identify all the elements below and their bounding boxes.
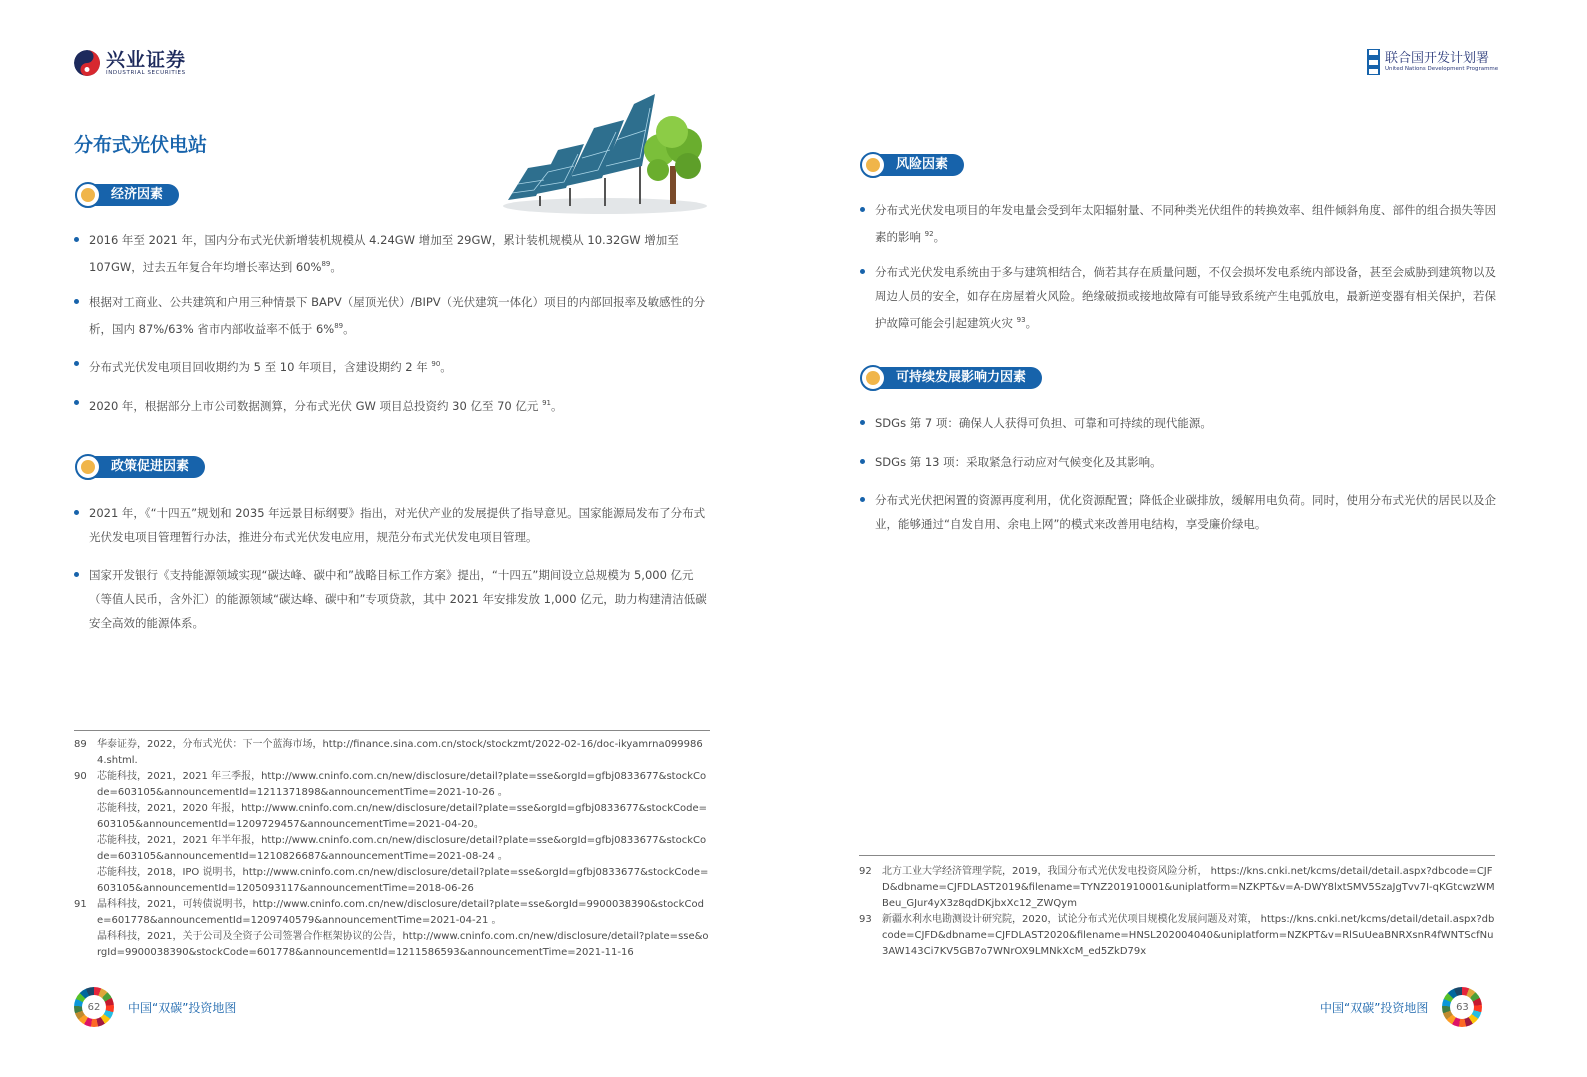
undp-cn: 联合国开发计划署 <box>1385 51 1490 66</box>
section-label: 政策促进因素 <box>87 456 205 478</box>
footnote: 90 芯能科技，2021，2021 年三季报，http://www.cninfo.com.cn/new/disclosure/detail?plate=sse&orgId=gfbj0833677&stockCode=603105&announcementId=1211371898&announcementTime=2021-10-26 。 <box>74 771 707 798</box>
section-sustainability <box>860 366 1042 390</box>
sdg-icon <box>860 365 886 391</box>
logo-mark-icon <box>74 50 100 76</box>
footnote-divider <box>859 855 1495 856</box>
footnote: 芯能科技，2018，IPO 说明书，http://www.cninfo.com.cn/new/disclosure/detail?plate=sse&orgId=gfbj0833677&stockCode=603105&announcementId=1205093117&announcementTime=2018-06-26 <box>97 867 709 894</box>
page-number: 63 <box>1450 995 1474 1019</box>
logo-en: INDUSTRIAL SECURITIES <box>106 70 186 76</box>
list-item: 根据对工商业、公共建筑和户用三种情景下 BAPV（屋顶光伏）/BIPV（光伏建筑一体化）项目的内部回报率及敏感性的分析，国内 87%/63% 省市内部收益率不低于 6%$^{89}$。 <box>74 290 710 341</box>
section-label: 经济因素 <box>87 184 179 206</box>
footnote: 89 华泰证券，2022，分布式光伏：下一个蓝海市场，http://finance.sina.com.cn/stock/stockzmt/2022-02-16/doc-ikyamrna0999864.shtml. <box>74 739 703 766</box>
logo-cn: 兴业证券 <box>106 49 187 71</box>
page-title: 分布式光伏电站 <box>74 134 208 156</box>
coins-icon <box>75 182 101 208</box>
list-item: 分布式光伏把闲置的资源再度利用，优化资源配置；降低企业碳排放，缓解用电负荷。同时，使用分布式光伏的居民以及企业，能够通过“自发自用、余电上网”的模式来改善用电结构，享受廉价绿电。 <box>860 488 1496 536</box>
footnote-divider <box>74 730 710 731</box>
footer-text: 中国“双碳”投资地图 <box>128 1000 237 1015</box>
section-economic <box>75 183 179 207</box>
list-item: SDGs 第 13 项：采取紧急行动应对气候变化及其影响。 <box>860 450 1496 474</box>
list-item: 国家开发银行《支持能源领域实现“碳达峰、碳中和”战略目标工作方案》提出，“十四五”期间设立总规模为 5,000 亿元（等值人民币，含外汇）的能源领域“碳达峰、碳中和”专项贷款，其中 2021 年安排发放 1,000 亿元，助力构建清洁低碳安全高效的能源体系。 <box>74 563 710 635</box>
footnote: 芯能科技，2021，2020 年报，http://www.cninfo.com.cn/new/disclosure/detail?plate=sse&orgId=gfbj0833677&stockCode=603105&announcementId=1209729457&announcementTime=2021-04-20。 <box>97 803 707 830</box>
footnote: 92 北方工业大学经济管理学院，2019，我国分布式光伏发电投资风险分析， https://kns.cnki.net/kcms/detail/detail.aspx?dbcode=CJFD&dbname=CJFDLAST2019&filename=TYNZ201910001&uniplatform=NZKPT&v=A-DWY8lxtSMV5SzaJgTvv7I-qKGtcwzWMBeu_GJur4yX3z8qdDKjbxXc12_ZWQym <box>859 866 1495 909</box>
scale-icon <box>75 454 101 480</box>
list-item: 分布式光伏发电系统由于多与建筑相结合，倘若其存在质量问题，不仅会损坏发电系统内部设备，甚至会威胁到建筑物以及周边人员的安全，如存在房屋着火风险。绝缘破损或接地故障有可能导致系统产生电弧放电，最新逆变器有相关保护，若保护故障可能会引起建筑火灾 $^{93}$。 <box>860 260 1496 335</box>
page-number: 62 <box>82 995 106 1019</box>
footnotes-left <box>74 737 710 961</box>
footnote: 91 晶科科技，2021，可转债说明书，http://www.cninfo.com.cn/new/disclosure/detail?plate=sse&orgId=9900038390&stockCode=601778&announcementId=1209740579&announcementTime=2021-04-21 。 <box>74 899 704 926</box>
list-item: 2020 年，根据部分上市公司数据测算，分布式光伏 GW 项目总投资约 30 亿至 70 亿元 $^{91}$。 <box>74 391 710 418</box>
list-item: 2016 年至 2021 年，国内分布式光伏新增装机规模从 4.24GW 增加至 29GW，累计装机规模从 10.32GW 增加至 107GW，过去五年复合年均增长率达到 60%$^{89}$。 <box>74 228 710 279</box>
footnote: 晶科科技，2021，关于公司及全资子公司签署合作框架协议的公告，http://www.cninfo.com.cn/new/disclosure/detail?plate=sse&orgId=9900038390&stockCode=601778&announcementId=1211586593&announcementTime=2021-11-16 <box>97 931 709 958</box>
list-item: SDGs 第 7 项：确保人人获得可负担、可靠和可持续的现代能源。 <box>860 411 1496 435</box>
section-risk <box>860 153 964 177</box>
section-policy <box>75 455 205 479</box>
list-item: 2021 年，《“十四五”规划和 2035 年远景目标纲要》指出，对光伏产业的发展提供了指导意见。国家能源局发布了分布式光伏发电项目管理暂行办法，推进分布式光伏发电应用，规范分布式光伏发电项目管理。 <box>74 501 710 549</box>
footnote: 芯能科技，2021，2021 年半年报，http://www.cninfo.com.cn/new/disclosure/detail?plate=sse&orgId=gfbj0833677&stockCode=603105&announcementId=1210826687&announcementTime=2021-08-24 。 <box>97 835 707 862</box>
sdg-wheel-icon <box>74 987 114 1027</box>
list-item: 分布式光伏发电项目的年发电量会受到年太阳辐射量、不同种类光伏组件的转换效率、组件倾斜角度、部件的组合损失等因素的影响 $^{92}$。 <box>860 198 1496 249</box>
section-label: 可持续发展影响力因素 <box>872 367 1042 389</box>
footnotes-right <box>859 864 1495 960</box>
footer-right <box>1320 987 1482 1027</box>
undp-mark-icon <box>1367 49 1380 75</box>
undp-logo <box>1367 48 1498 76</box>
section-label: 风险因素 <box>872 154 964 176</box>
warning-icon <box>860 152 886 178</box>
footnote: 93 新疆水利水电勘测设计研究院，2020，试论分布式光伏项目规模化发展问题及对策， https://kns.cnki.net/kcms/detail/detail.aspx?dbcode=CJFD&dbname=CJFDLAST2020&filename=HNSL202004040&uniplatform=NZKPT&v=RlSuUeaBNRXsnR4fWNTScfNu3AW143Ci7KV5GB7o7WNrOX9LMNkXcM_ed5ZkD79x <box>859 914 1495 957</box>
list-item: 分布式光伏发电项目回收期约为 5 至 10 年项目，含建设期约 2 年 $^{90}$。 <box>74 352 710 379</box>
undp-en: United Nations Development Programme <box>1385 66 1499 72</box>
solar-panel-illustration <box>500 88 715 218</box>
industrial-securities-logo <box>74 48 186 78</box>
footer-text: 中国“双碳”投资地图 <box>1320 1000 1429 1015</box>
footer-left <box>74 987 236 1027</box>
sdg-wheel-icon <box>1442 987 1482 1027</box>
